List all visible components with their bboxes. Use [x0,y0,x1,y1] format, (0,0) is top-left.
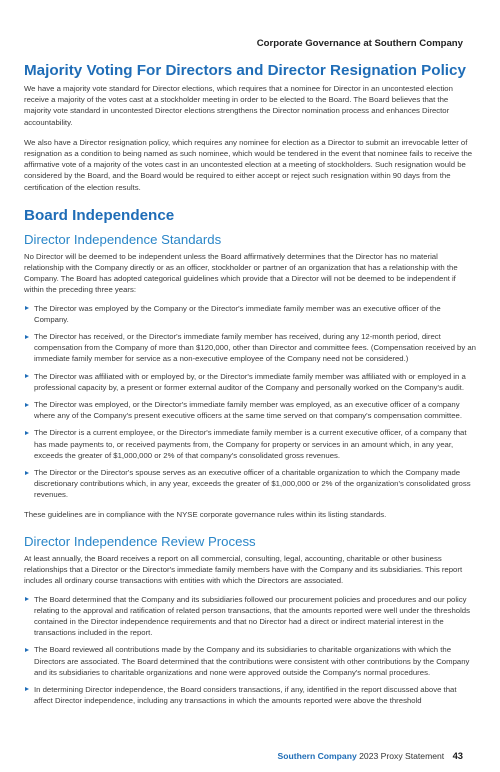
independence-standards-heading: Director Independence Standards [24,231,222,247]
independence-standards-intro: No Director will be deemed to be independent unless the Board affirmatively determines that the Director has no material relationship with the Company directly or as an officer, stockholder or partner of an organization that has a relationship with the Company. The Board has adopted categorical guidelines which provide that a Director will not be deemed to be independent if within the preceding three years: [24,251,458,295]
bullet-triangle-icon [25,335,29,339]
list-item: The Director was employed by the Company or the Director's immediate family member was an executive officer of the Company. [24,303,476,325]
page-number: 43 [452,750,463,761]
majority-voting-heading: Majority Voting For Directors and Director Resignation Policy [24,62,466,79]
list-item: The Director has received, or the Director's immediate family member has received, during any 12-month period, direct compensation from the Company of more than $120,000, other than Director and committee fees. (Compensation received by an immediate family member for service as a non-executive employee of the Company need not be considered.) [24,331,476,365]
bullet-triangle-icon [25,471,29,475]
footer-doc-title: 2023 Proxy Statement [359,751,445,761]
list-item: The Director or the Director's spouse serves as an executive officer of a charitable organization to which the Company made discretionary contributions which, in any year, exceeds the greater of $1,000,000 or 2% of the organization's consolidated gross revenues. [24,467,476,501]
nyse-compliance-note: These guidelines are in compliance with the NYSE corporate governance rules within its listing standards. [24,509,387,519]
majority-voting-paragraph: We have a majority vote standard for Director elections, which requires that a nominee for Director in an uncontested election receive a majority of the votes cast at a stockholder meeting in order to be elected to the Board. The Board believes that the majority vote standard in uncontested Director elections strengthens the Director nomination process and enhances Director accountability. [24,84,453,127]
footer-brand: Southern Company [277,751,357,761]
bullet-triangle-icon [25,403,29,407]
list-item: The Director is a current employee, or the Director's immediate family member is a current executive officer, of a company that has made payments to, or received payments from, the Company for property or services in an amount which, in any year, exceeds the greater of $1,000,000 or 2% of that company's consolidated gross revenues. [24,427,476,461]
review-process-intro: At least annually, the Board receives a report on all commercial, consulting, legal, accounting, charitable or other business relationships that a Director or the Director's immediate family members have with the Company and its subsidiaries. This report includes all ordinary course transactions with entities with which the Directors are associated. [24,553,463,586]
bullet-triangle-icon [25,306,29,310]
bullet-triangle-icon [25,597,29,601]
bullet-triangle-icon [25,374,29,378]
running-header: Corporate Governance at Southern Company [256,38,463,49]
list-item: The Board reviewed all contributions made by the Company and its subsidiaries to charitable organizations with which the Directors are associated. The Board determined that the contributions were consistent with other contributions by the Company and its subsidiaries to charitable organizations and none were approved outside the Company's normal procedures. [24,644,476,678]
list-item: The Director was employed, or the Director's immediate family member was employed, as an executive officer of a company where any of the Company's present executive officers at the same time served on that company's compensation committee. [24,399,476,421]
review-process-list [24,594,476,707]
list-item: In determining Director independence, the Board considers transactions, if any, identified in the report discussed above that affect Director independence, including any transactions in which the amounts reported were above the threshold [24,684,476,706]
board-independence-heading: Board Independence [24,206,175,224]
bullet-triangle-icon [25,431,29,435]
independence-standards-list [24,303,476,501]
bullet-triangle-icon [25,687,29,691]
bullet-triangle-icon [25,648,29,652]
list-item: The Director was affiliated with or employed by, or the Director's immediate family member was affiliated with or employed in a professional capacity by, a present or former external auditor of the Company and personally worked on the Company's audit. [24,371,476,393]
page-content [24,62,476,706]
resignation-policy-paragraph: We also have a Director resignation policy, which requires any nominee for election as a Director to submit an irrevocable letter of resignation as a condition to being named as such nominee, which would be tendered in the event that nominee fails to receive the affirmative vote of a majority of the votes cast in an uncontested election at a meeting of stockholders. Such resignation would be considered by the Board, and the Board would be required to either accept or reject such resignation within 90 days from the certification of the election results. [24,137,473,192]
list-item: The Board determined that the Company and its subsidiaries followed our procurement policies and procedures and our policy relating to the approval and ratification of related person transactions, that the amounts reported were well under the thresholds contained in the Director independence requirements and that no Director had a direct or indirect material interest in the transactions included in the report. [24,594,476,639]
review-process-heading: Director Independence Review Process [24,533,256,549]
page-footer [277,750,463,761]
